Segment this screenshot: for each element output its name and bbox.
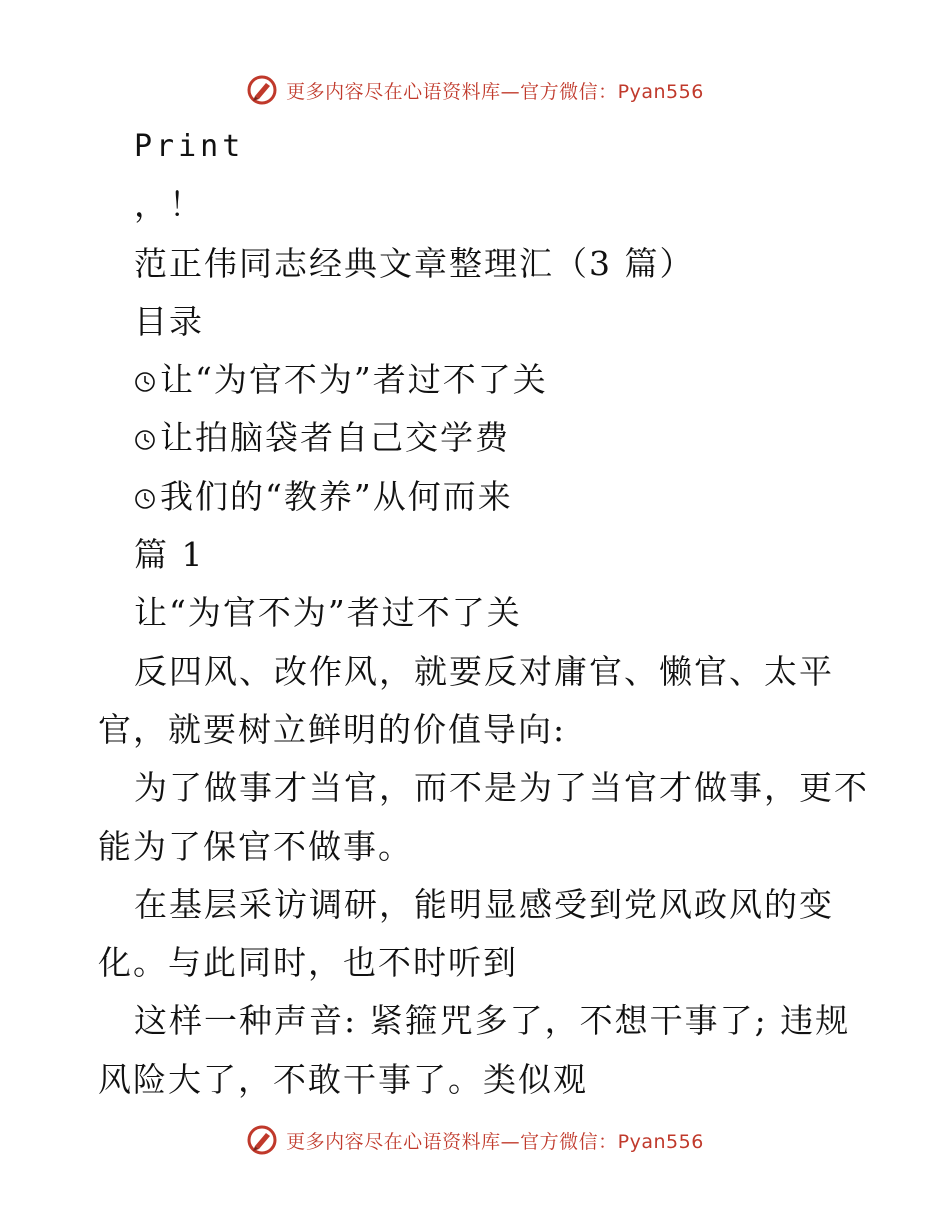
line-text: ，！: [134, 185, 204, 225]
toc-entry[interactable]: [98, 409, 858, 467]
text-line: [98, 176, 858, 234]
line-text: 反四风、改作风，就要反对庸官、懒官、太平: [134, 651, 834, 691]
line-text: Print: [134, 129, 245, 164]
text-line: [98, 701, 858, 759]
document-body: [98, 118, 869, 1109]
banner-text: 更多内容尽在心语资料库—官方微信：Pyan556: [286, 80, 704, 103]
line-text: 目录: [134, 301, 204, 341]
line-text: 风险大了，不敢干事了。类似观: [98, 1059, 588, 1099]
header-watermark-banner: [0, 70, 950, 110]
line-text: 我们的“教养”从何而来: [160, 476, 513, 516]
text-line: [98, 643, 858, 701]
line-text: 官，就要树立鲜明的价值导向:: [98, 709, 567, 749]
text-line: [98, 118, 858, 176]
pen-logo-icon: [246, 74, 278, 106]
line-text: 让“为官不为”者过不了关: [134, 593, 522, 633]
line-text: 这样一种声音: 紧箍咒多了，不想干事了; 违规: [134, 1001, 851, 1041]
line-text: 让拍脑袋者自己交学费: [160, 418, 510, 458]
line-text: 能为了保官不做事。: [98, 826, 413, 866]
text-line: [98, 235, 858, 293]
clock-icon: [134, 488, 156, 510]
text-line: [98, 1051, 858, 1109]
toc-entry[interactable]: [98, 351, 858, 409]
text-line: [98, 584, 858, 642]
footer-watermark-banner: [0, 1120, 950, 1160]
text-line: [98, 759, 869, 817]
line-text: 篇 1: [134, 535, 205, 575]
toc-entry[interactable]: [98, 468, 858, 526]
line-text: 在基层采访调研，能明显感受到党风政风的变: [134, 884, 834, 924]
clock-icon: [134, 371, 156, 393]
text-line: [98, 818, 858, 876]
text-line: [98, 876, 858, 934]
text-line: [98, 934, 858, 992]
banner-text: 更多内容尽在心语资料库—官方微信：Pyan556: [286, 1130, 704, 1153]
line-text: 范正伟同志经典文章整理汇（3 篇）: [134, 243, 695, 283]
text-line: [98, 992, 858, 1050]
pen-logo-icon: [246, 1124, 278, 1156]
line-text: 为了做事才当官，而不是为了当官才做事，更不: [134, 768, 869, 808]
text-line: [98, 526, 858, 584]
clock-icon: [134, 429, 156, 451]
line-text: 让“为官不为”者过不了关: [160, 360, 548, 400]
text-line: [98, 293, 858, 351]
line-text: 化。与此同时，也不时听到: [98, 943, 518, 983]
